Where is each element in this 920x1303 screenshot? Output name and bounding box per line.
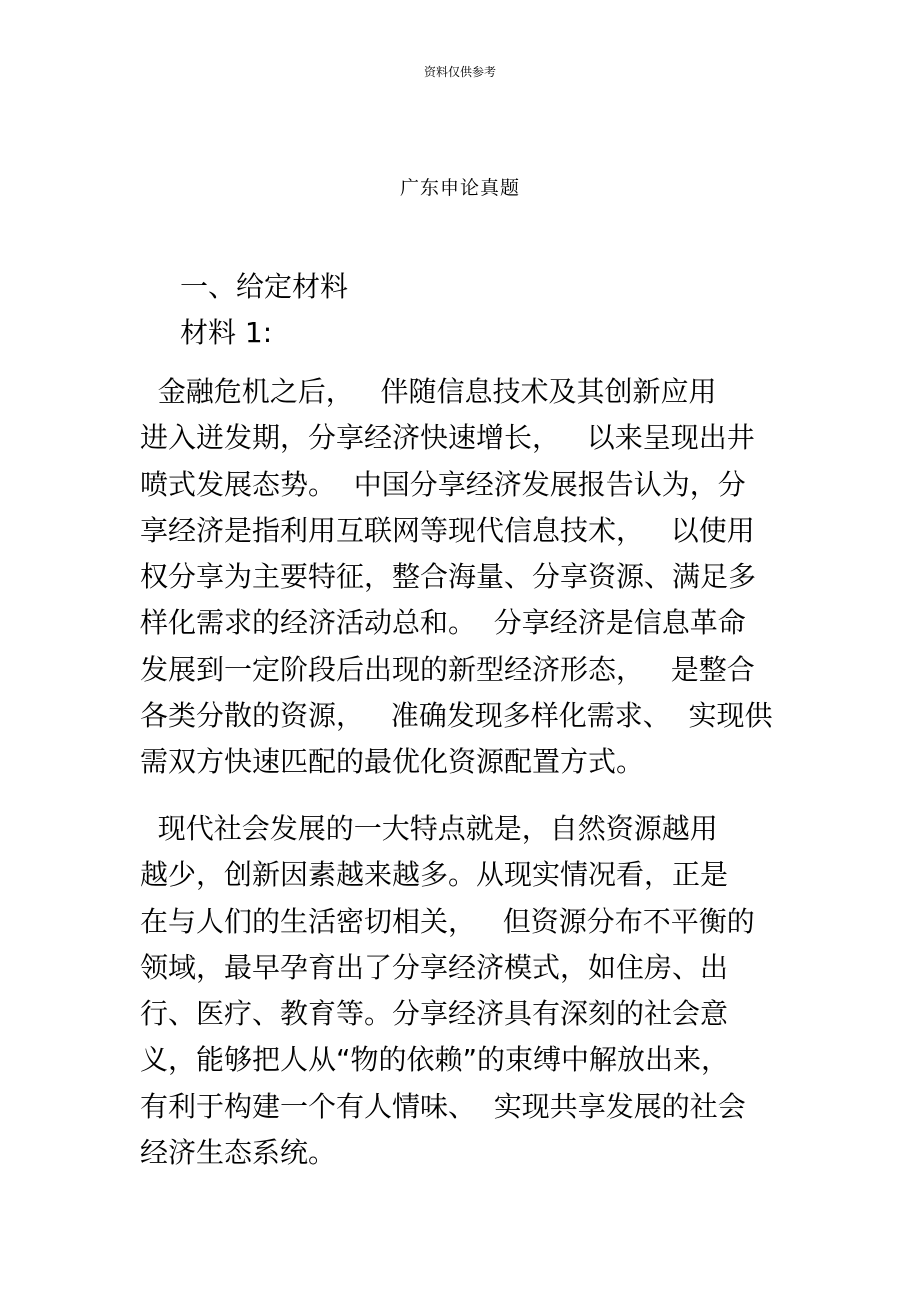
paragraph-2 <box>140 806 780 1176</box>
page-title: 广东申论真题 <box>399 177 520 199</box>
paragraph-line: 权分享为主要特征，整合海量、分享资源、满足多 <box>140 560 757 594</box>
paragraph-line: 样化需求的经济活动总和。 分享经济是信息革命 <box>140 606 746 640</box>
paragraph-line: 进入迸发期，分享经济快速增长， 以来呈现出井 <box>140 421 755 455</box>
paragraph-line: 需双方快速匹配的最优化资源配置方式。 <box>140 745 645 779</box>
paragraph-line: 义，能够把人从“物的依赖”的束缚中解放出来， <box>140 1043 730 1077</box>
paragraph-line: 领域，最早孕育出了分享经济模式，如住房、出 <box>140 950 729 984</box>
paragraph-line: 喷式发展态势。 中国分享经济发展报告认为，分 <box>140 467 746 501</box>
paragraph-line: 经济生态系统。 <box>140 1136 337 1170</box>
paragraph-line: 有利于构建一个有人情味、 实现共享发展的社会 <box>140 1089 746 1123</box>
section-heading: 一、给定材料 <box>180 270 349 303</box>
paragraph-line: 在与人们的生活密切相关， 但资源分布不平衡的 <box>140 904 755 938</box>
paragraph-line: 享经济是指利用互联网等现代信息技术， 以使用 <box>140 513 755 547</box>
paragraph-line: 现代社会发展的一大特点就是，自然资源越用 <box>140 812 718 845</box>
paragraph-line: 金融危机之后， 伴随信息技术及其创新应用 <box>140 375 717 408</box>
paragraph-line: 越少，创新因素越来越多。从现实情况看，正是 <box>140 858 729 892</box>
paragraph-line: 发展到一定阶段后出现的新型经济形态， 是整合 <box>140 652 755 686</box>
paragraph-line: 各类分散的资源， 准确发现多样化需求、 实现供 <box>140 699 773 733</box>
paragraph-line: 行、医疗、教育等。分享经济具有深刻的社会意 <box>140 997 729 1031</box>
material-label: 材料 1: <box>180 316 273 349</box>
paragraph-1 <box>140 369 780 786</box>
reference-note: 资料仅供参考 <box>423 65 496 79</box>
